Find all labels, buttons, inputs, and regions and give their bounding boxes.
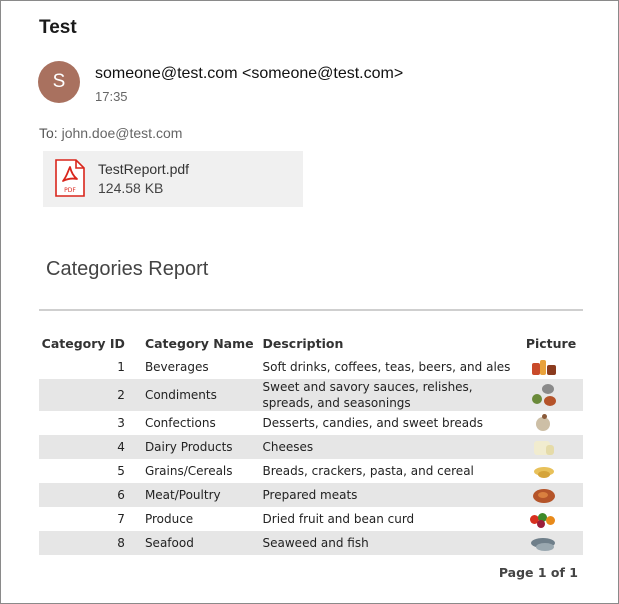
grains-cereals-picture [528,461,558,481]
row-id: 2 [39,379,135,411]
seafood-picture [528,533,558,553]
row-id: 4 [39,435,135,459]
pdf-icon [55,159,85,197]
title-divider [39,309,583,311]
row-description: Dried fruit and bean curd [262,512,415,526]
recipient-line [39,125,182,141]
table-row [39,411,583,435]
row-id: 5 [117,464,125,478]
produce-picture [528,509,558,529]
row-description: Prepared meats [263,483,526,507]
recipient-address[interactable]: john.doe@test.com [61,125,183,141]
table-header-row [39,331,583,355]
row-id: 1 [117,360,125,374]
row-description: Desserts, candies, and sweet breads [262,416,483,430]
confections-picture [528,413,558,433]
row-id: 6 [39,483,135,507]
row-name: Seafood [135,531,263,555]
attachment-size: 124.58 KB [98,180,164,196]
column-header-picture: Picture [525,335,577,351]
to-label: To: [39,125,58,141]
table-row [39,459,583,483]
email-subject: Test [39,17,77,38]
categories-table [39,331,583,555]
sent-time: 17:35 [95,89,128,104]
row-description: Sweet and savory sauces, relishes, spreads, and seasonings [263,379,526,411]
attachment-card[interactable] [43,151,303,207]
row-name: Condiments [135,379,263,411]
report-title: Categories Report [46,258,209,280]
row-id: 8 [39,531,135,555]
row-name: Produce [144,512,194,526]
table-row [39,507,583,531]
dairy-products-picture [528,437,558,457]
attachment-filename: TestReport.pdf [98,161,190,177]
meat-poultry-picture [528,485,558,505]
table-row [39,435,583,459]
table-row [39,483,583,507]
svg-text:PDF: PDF [64,187,76,194]
row-id: 7 [117,512,125,526]
row-description: Soft drinks, coffees, teas, beers, and ales [262,360,511,374]
row-name: Dairy Products [135,435,263,459]
table-row [39,355,583,379]
column-header-description: Description [262,335,344,351]
row-description: Breads, crackers, pasta, and cereal [262,464,474,478]
table-row [39,379,583,411]
sender-avatar[interactable]: S [38,61,80,103]
row-name: Confections [144,416,216,430]
sender-name[interactable]: someone@test.com <someone@test.com> [95,65,404,82]
column-header-name: Category Name [144,335,254,351]
row-name: Grains/Cereals [144,464,233,478]
condiments-picture [528,382,558,408]
table-row [39,531,583,555]
column-header-id: Category ID [41,335,125,351]
page-indicator: Page 1 of 1 [498,565,578,580]
beverages-picture [528,357,558,377]
row-name: Meat/Poultry [135,483,263,507]
row-id: 3 [117,416,125,430]
row-description: Seaweed and fish [263,531,526,555]
row-name: Beverages [144,360,209,374]
row-description: Cheeses [263,435,526,459]
